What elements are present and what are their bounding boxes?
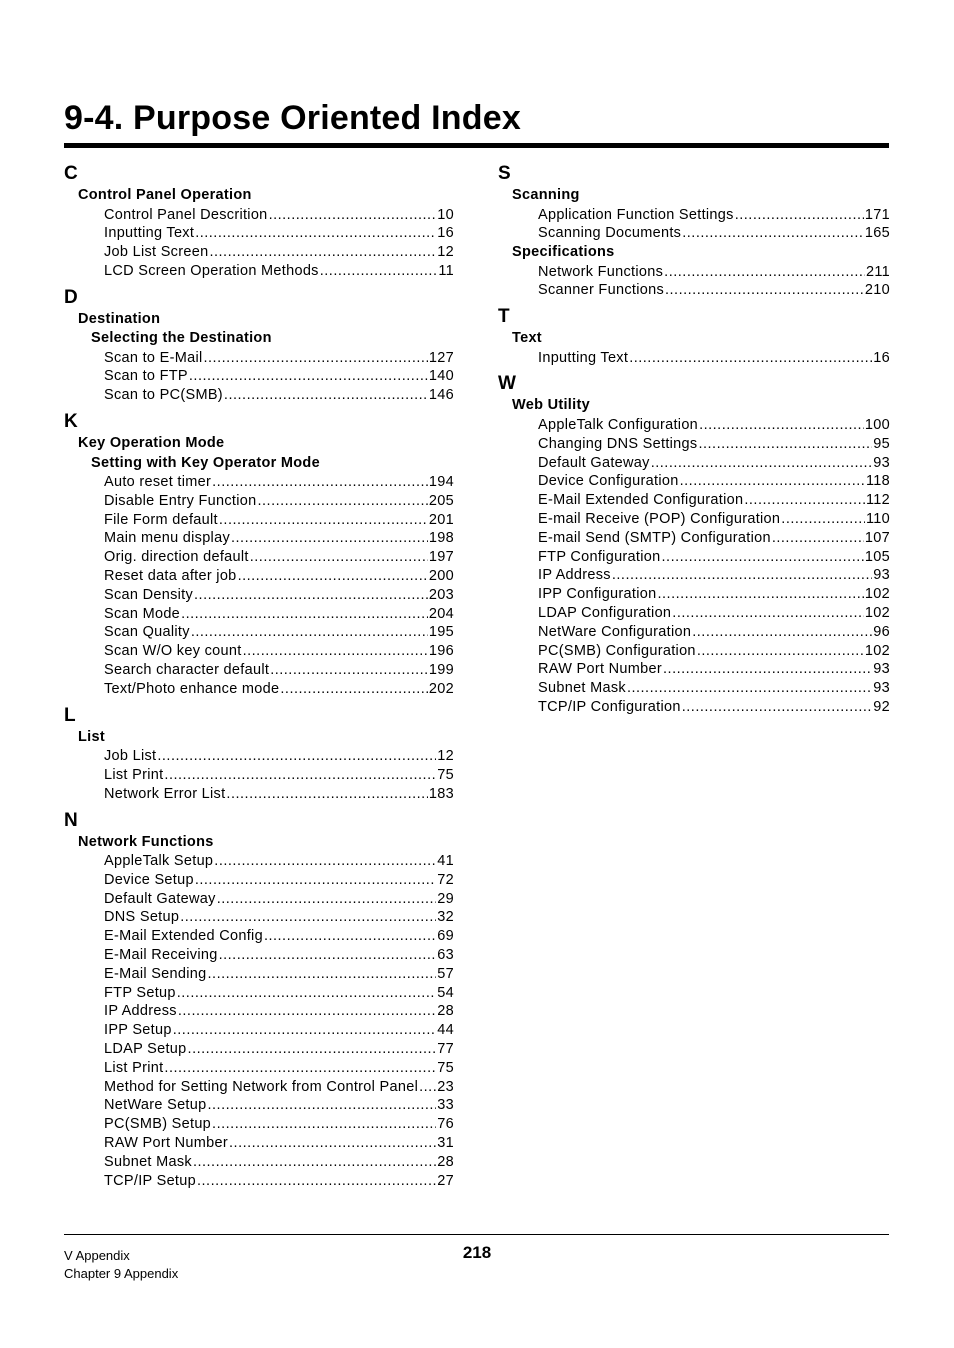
- index-entry-label: File Form default: [104, 511, 218, 528]
- index-entry-label: Subnet Mask: [104, 1153, 192, 1170]
- index-entry: [64, 1002, 454, 1021]
- index-entry-page: 102: [864, 642, 890, 659]
- index-entry-label: IPP Configuration: [538, 586, 657, 603]
- index-entry-label: Reset data after job: [104, 568, 237, 585]
- index-entry: [498, 604, 890, 623]
- dot-leader: [178, 1002, 436, 1021]
- index-entry-page: 100: [864, 416, 890, 433]
- footer-section: V Appendix: [64, 1248, 130, 1263]
- dot-leader: [209, 243, 436, 262]
- dot-leader: [735, 206, 864, 225]
- index-entry: [64, 785, 454, 804]
- index-entry-page: 171: [864, 206, 890, 223]
- index-entry-label: Job List Screen: [104, 244, 209, 261]
- index-entry: [64, 661, 454, 680]
- index-entry: [498, 281, 890, 300]
- index-entry-label: Method for Setting Network from Control Panel: [104, 1078, 419, 1095]
- index-entry-label: Changing DNS Settings: [538, 435, 698, 452]
- index-entry: [498, 679, 890, 698]
- dot-leader: [682, 698, 873, 717]
- index-group-heading: Scanning: [512, 187, 580, 203]
- index-letter-heading: K: [64, 411, 78, 433]
- index-entry-page: 146: [428, 387, 454, 404]
- index-entry: [498, 529, 890, 548]
- index-entry-page: 12: [437, 748, 454, 765]
- index-entry-page: 210: [864, 282, 890, 299]
- index-entry-page: 92: [873, 698, 890, 715]
- index-entry-label: DNS Setup: [104, 909, 180, 926]
- index-entry-page: 202: [428, 680, 454, 697]
- index-entry-label: Scan Density: [104, 586, 194, 603]
- dot-leader: [214, 852, 436, 871]
- index-entry: [64, 586, 454, 605]
- dot-leader: [208, 965, 437, 984]
- dot-leader: [692, 623, 872, 642]
- index-entry-page: 96: [873, 623, 890, 640]
- dot-leader: [197, 1172, 436, 1191]
- index-entry: [64, 262, 454, 281]
- dot-leader: [419, 1078, 436, 1097]
- dot-leader: [219, 946, 437, 965]
- index-entry-label: IP Address: [538, 567, 611, 584]
- index-entry-page: 10: [437, 206, 454, 223]
- dot-leader: [269, 206, 437, 225]
- index-column-left: [64, 162, 454, 1190]
- index-entry-label: Disable Entry Function: [104, 492, 257, 509]
- index-entry-label: Scanning Documents: [538, 225, 682, 242]
- index-group-heading: List: [78, 728, 105, 745]
- index-entry: [64, 386, 454, 405]
- index-entry: [64, 492, 454, 511]
- index-entry-page: 33: [437, 1097, 454, 1114]
- index-entry: [64, 984, 454, 1003]
- index-entry-label: Application Function Settings: [538, 206, 734, 223]
- index-entry-page: 41: [437, 853, 454, 870]
- index-entry-label: E-Mail Sending: [104, 965, 207, 982]
- index-entry-label: Scan to E-Mail: [104, 349, 203, 366]
- index-letter-heading: D: [64, 286, 78, 308]
- index-entry: [64, 1172, 454, 1191]
- index-entry-label: TCP/IP Setup: [104, 1172, 196, 1189]
- index-entry-label: TCP/IP Configuration: [538, 698, 681, 715]
- index-entry-page: 127: [428, 349, 454, 366]
- index-letter-heading: L: [64, 704, 76, 726]
- index-entry: [498, 510, 890, 529]
- index-entry-page: 75: [437, 1059, 454, 1076]
- index-entry-page: 102: [864, 604, 890, 621]
- index-entry: [64, 871, 454, 890]
- index-entry-label: Search character default: [104, 662, 270, 679]
- index-entry-label: Subnet Mask: [538, 680, 626, 697]
- index-entry: [64, 946, 454, 965]
- index-entry: [64, 1134, 454, 1153]
- dot-leader: [193, 1153, 436, 1172]
- index-entry-page: 93: [873, 567, 890, 584]
- index-entry-label: Scan Mode: [104, 605, 181, 622]
- dot-leader: [164, 1059, 436, 1078]
- index-entry: [64, 852, 454, 871]
- dot-leader: [180, 908, 436, 927]
- index-entry-label: IPP Setup: [104, 1022, 172, 1039]
- dot-leader: [629, 349, 872, 368]
- index-entry: [64, 567, 454, 586]
- index-entry: [498, 566, 890, 585]
- dot-leader: [257, 492, 427, 511]
- index-entry-page: 198: [428, 530, 454, 547]
- index-entry: [64, 243, 454, 262]
- index-entry: [498, 416, 890, 435]
- index-entry: [64, 224, 454, 243]
- dot-leader: [188, 1040, 437, 1059]
- index-entry-label: Inputting Text: [104, 225, 195, 242]
- index-entry-label: PC(SMB) Configuration: [538, 642, 696, 659]
- index-entry: [64, 1021, 454, 1040]
- index-entry: [64, 529, 454, 548]
- dot-leader: [238, 567, 428, 586]
- index-entry-label: E-Mail Extended Configuration: [538, 492, 744, 509]
- dot-leader: [177, 984, 437, 1003]
- index-entry-page: 204: [428, 605, 454, 622]
- index-entry-page: 102: [864, 586, 890, 603]
- index-entry: [64, 548, 454, 567]
- index-entry-page: 54: [437, 984, 454, 1001]
- dot-leader: [194, 586, 428, 605]
- index-entry-label: Default Gateway: [104, 890, 216, 907]
- index-entry: [498, 623, 890, 642]
- index-entry: [498, 491, 890, 510]
- index-entry-page: 75: [437, 766, 454, 783]
- index-entry: [64, 1153, 454, 1172]
- index-entry: [64, 965, 454, 984]
- index-group-heading: Key Operation Mode: [78, 435, 225, 452]
- dot-leader: [208, 1096, 437, 1115]
- index-entry: [498, 263, 890, 282]
- index-entry: [498, 642, 890, 661]
- index-entry: [498, 585, 890, 604]
- index-entry-label: Inputting Text: [538, 349, 629, 366]
- index-entry-label: Scan Quality: [104, 624, 190, 641]
- dot-leader: [280, 680, 428, 699]
- index-entry-label: LDAP Setup: [104, 1041, 187, 1057]
- index-entry-page: 110: [865, 510, 890, 527]
- title-rule: [64, 143, 889, 148]
- dot-leader: [243, 642, 428, 661]
- index-entry-page: 195: [428, 624, 454, 641]
- dot-leader: [612, 566, 872, 585]
- index-group-heading: Specifications: [512, 244, 615, 261]
- dot-leader: [665, 281, 864, 300]
- index-letter-heading: T: [498, 306, 510, 328]
- index-entry-label: E-mail Receive (POP) Configuration: [538, 510, 781, 527]
- dot-leader: [772, 529, 864, 548]
- footer-rule: [64, 1234, 889, 1235]
- index-entry-page: 69: [437, 928, 454, 945]
- index-entry-label: Scan W/O key count: [104, 643, 242, 660]
- index-entry: [64, 1096, 454, 1115]
- index-entry-page: 107: [864, 529, 890, 546]
- index-subgroup-heading: Setting with Key Operator Mode: [91, 454, 320, 471]
- index-letter-heading: S: [498, 163, 511, 184]
- index-entry: [64, 349, 454, 368]
- dot-leader: [651, 454, 873, 473]
- index-entry-page: 194: [428, 474, 454, 491]
- index-entry: [64, 367, 454, 386]
- index-entry-page: 63: [437, 947, 454, 964]
- index-letter-heading: W: [498, 373, 516, 395]
- index-entry-page: 196: [428, 643, 454, 660]
- dot-leader: [219, 511, 428, 530]
- dot-leader: [680, 472, 865, 491]
- index-entry: [64, 766, 454, 785]
- index-letter-heading: N: [64, 809, 78, 831]
- index-entry: [498, 206, 890, 225]
- index-letter-heading: C: [64, 163, 78, 184]
- dot-leader: [250, 548, 428, 567]
- index-entry-label: E-mail Send (SMTP) Configuration: [538, 529, 771, 546]
- index-entry: [64, 890, 454, 909]
- dot-leader: [189, 367, 428, 386]
- index-entry-label: Auto reset timer: [104, 474, 212, 491]
- index-entry: [64, 511, 454, 530]
- dot-leader: [264, 927, 436, 946]
- index-entry-label: PC(SMB) Setup: [104, 1116, 212, 1133]
- index-entry-page: 183: [428, 785, 454, 802]
- dot-leader: [662, 548, 864, 567]
- dot-leader: [682, 224, 864, 243]
- index-entry-page: 29: [437, 890, 454, 907]
- index-entry: [498, 454, 890, 473]
- index-entry-label: FTP Configuration: [538, 548, 661, 565]
- index-entry-label: AppleTalk Setup: [104, 853, 214, 870]
- index-entry-label: RAW Port Number: [538, 661, 663, 678]
- dot-leader: [781, 510, 865, 529]
- index-entry: [64, 1059, 454, 1078]
- index-entry-page: 93: [873, 454, 890, 471]
- index-entry-label: Network Functions: [538, 263, 664, 280]
- dot-leader: [217, 890, 437, 909]
- index-entry-label: Orig. direction default: [104, 549, 249, 566]
- dot-leader: [320, 262, 438, 281]
- index-entry-label: LDAP Configuration: [538, 604, 672, 621]
- index-entry-page: 140: [428, 368, 454, 385]
- dot-leader: [212, 1115, 436, 1134]
- index-entry: [498, 660, 890, 679]
- index-entry: [64, 642, 454, 661]
- index-entry-page: 95: [873, 435, 890, 452]
- index-entry-page: 112: [865, 492, 890, 509]
- dot-leader: [663, 660, 872, 679]
- page-number: 218: [462, 1243, 492, 1262]
- index-entry-label: Device Setup: [104, 871, 194, 888]
- index-entry-page: 11: [438, 262, 454, 279]
- dot-leader: [664, 263, 865, 282]
- dot-leader: [697, 642, 864, 661]
- index-entry-label: Scan to FTP: [104, 368, 188, 385]
- index-entry: [64, 680, 454, 699]
- dot-leader: [181, 605, 428, 624]
- index-entry-page: 93: [873, 661, 890, 678]
- index-entry-page: 211: [865, 263, 890, 280]
- index-entry: [498, 349, 890, 368]
- index-entry: [64, 1078, 454, 1097]
- index-entry-label: Main menu display: [104, 530, 230, 547]
- index-entry-label: Network Error List: [104, 785, 226, 802]
- dot-leader: [195, 871, 436, 890]
- index-entry-label: Control Panel Descrition: [104, 206, 268, 223]
- index-entry-page: 77: [437, 1041, 454, 1057]
- index-entry-label: RAW Port Number: [104, 1134, 229, 1151]
- dot-leader: [191, 623, 428, 642]
- index-subgroup-heading: Selecting the Destination: [91, 330, 272, 347]
- index-entry-page: 31: [437, 1134, 454, 1151]
- index-entry-label: FTP Setup: [104, 984, 176, 1001]
- index-entry: [64, 473, 454, 492]
- index-entry-label: Text/Photo enhance mode: [104, 680, 280, 697]
- index-entry: [64, 747, 454, 766]
- index-entry: [498, 548, 890, 567]
- index-group-heading: Control Panel Operation: [78, 187, 252, 203]
- index-entry-label: NetWare Setup: [104, 1097, 207, 1114]
- index-entry-page: 28: [437, 1003, 454, 1020]
- index-entry-label: LCD Screen Operation Methods: [104, 262, 319, 279]
- index-entry-label: AppleTalk Configuration: [538, 416, 699, 433]
- footer-chapter: Chapter 9 Appendix: [64, 1266, 179, 1281]
- index-entry-page: 93: [873, 680, 890, 697]
- dot-leader: [224, 386, 428, 405]
- index-entry-page: 57: [437, 965, 454, 982]
- index-entry-label: E-Mail Receiving: [104, 947, 218, 964]
- index-entry: [64, 1040, 454, 1059]
- index-column-right: [498, 162, 890, 717]
- dot-leader: [229, 1134, 436, 1153]
- index-entry-label: E-Mail Extended Config: [104, 928, 263, 945]
- index-entry-page: 165: [864, 225, 890, 242]
- dot-leader: [658, 585, 864, 604]
- index-entry-page: 118: [865, 473, 890, 490]
- index-entry-label: Scan to PC(SMB): [104, 387, 223, 404]
- index-entry-page: 72: [437, 871, 454, 888]
- index-entry-label: Scanner Functions: [538, 282, 664, 299]
- index-entry-label: Job List: [104, 748, 157, 765]
- index-group-heading: Web Utility: [512, 397, 590, 414]
- dot-leader: [627, 679, 872, 698]
- index-entry-page: 27: [437, 1172, 454, 1189]
- dot-leader: [173, 1021, 437, 1040]
- dot-leader: [157, 747, 436, 766]
- index-entry-page: 28: [437, 1153, 454, 1170]
- index-entry-page: 205: [428, 492, 454, 509]
- index-entry-page: 199: [428, 662, 454, 679]
- index-entry-page: 105: [864, 548, 890, 565]
- index-entry-label: NetWare Configuration: [538, 623, 692, 640]
- dot-leader: [226, 785, 427, 804]
- index-entry-page: 76: [437, 1116, 454, 1133]
- index-entry-page: 200: [428, 568, 454, 585]
- dot-leader: [164, 766, 436, 785]
- index-entry-page: 23: [437, 1078, 454, 1095]
- index-entry-page: 197: [428, 549, 454, 566]
- index-entry-page: 44: [437, 1022, 454, 1039]
- dot-leader: [231, 529, 428, 548]
- index-entry-page: 32: [437, 909, 454, 926]
- index-group-heading: Destination: [78, 310, 161, 327]
- dot-leader: [195, 224, 436, 243]
- index-entry: [64, 206, 454, 225]
- index-group-heading: Network Functions: [78, 833, 214, 850]
- index-entry: [498, 472, 890, 491]
- index-entry-page: 203: [428, 586, 454, 603]
- index-entry-label: List Print: [104, 1059, 164, 1076]
- dot-leader: [698, 435, 872, 454]
- dot-leader: [744, 491, 865, 510]
- index-group-heading: Text: [512, 330, 542, 347]
- index-entry: [498, 435, 890, 454]
- index-entry-label: Device Configuration: [538, 473, 679, 490]
- index-entry-page: 12: [437, 244, 454, 261]
- index-entry-page: 201: [428, 511, 454, 528]
- index-entry: [64, 605, 454, 624]
- index-entry: [64, 908, 454, 927]
- dot-leader: [672, 604, 864, 623]
- dot-leader: [270, 661, 428, 680]
- index-entry: [64, 623, 454, 642]
- index-entry-page: 16: [873, 349, 890, 366]
- index-entry-label: Default Gateway: [538, 454, 650, 471]
- index-entry: [64, 927, 454, 946]
- dot-leader: [699, 416, 864, 435]
- dot-leader: [204, 349, 428, 368]
- index-entry: [64, 1115, 454, 1134]
- index-entry-label: List Print: [104, 766, 164, 783]
- index-entry: [498, 698, 890, 717]
- index-entry-label: IP Address: [104, 1003, 177, 1020]
- page-title: 9-4. Purpose Oriented Index: [64, 99, 521, 137]
- dot-leader: [212, 473, 428, 492]
- index-entry: [498, 224, 890, 243]
- index-entry-page: 16: [437, 225, 454, 242]
